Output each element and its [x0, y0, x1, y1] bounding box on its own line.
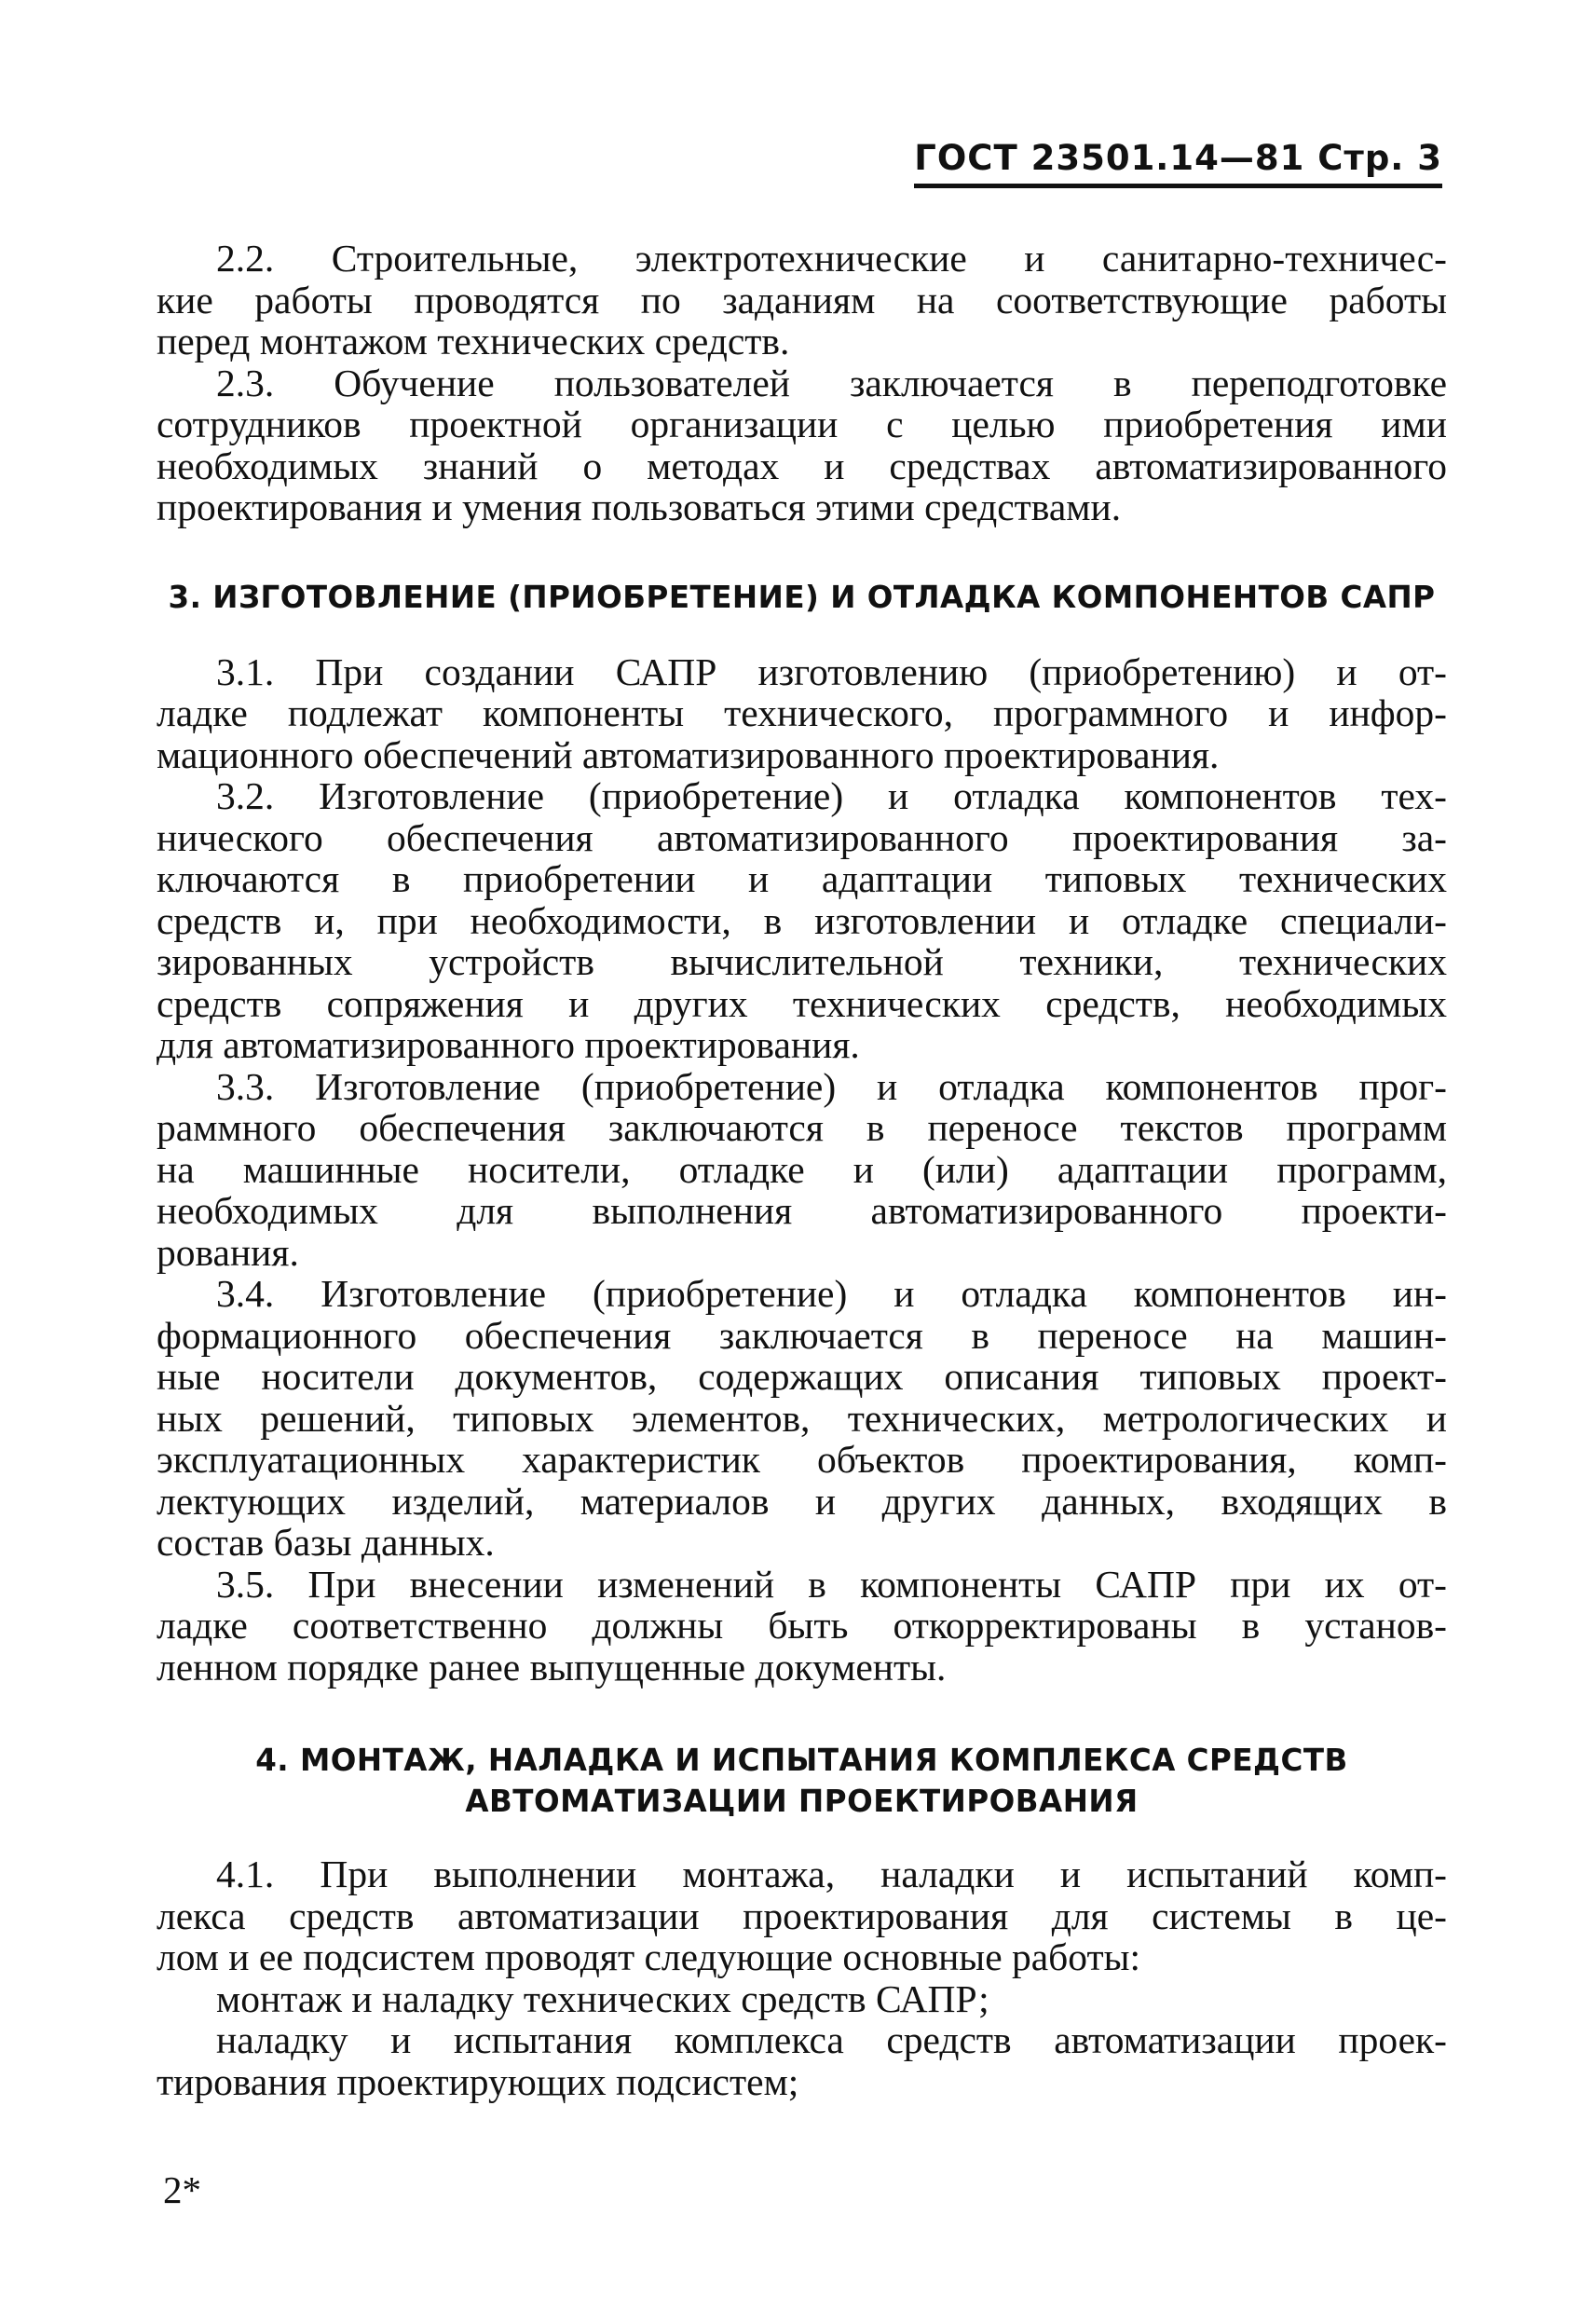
text-line: ладке подлежат компоненты технического, программного и инфор-: [157, 691, 1447, 734]
text-line: на машинные носители, отладке и (или) адаптации программ,: [157, 1147, 1447, 1191]
text-line: формационного обеспечения заключается в переносе на машин-: [157, 1313, 1447, 1357]
text-line: необходимых для выполнения автоматизированного проекти-: [157, 1189, 1447, 1232]
text-line: средств сопряжения и других технических средств, необходимых: [157, 981, 1447, 1025]
text-line: 3.5. При внесении изменений в компоненты САПР при их от-: [216, 1562, 1447, 1606]
text-line: проектирования и умения пользоваться этими средствами.: [157, 485, 1122, 528]
section-3-heading: 3. ИЗГОТОВЛЕНИЕ (ПРИОБРЕТЕНИЕ) И ОТЛАДКА КОМПОНЕНТОВ САПР: [168, 579, 1436, 615]
text-line: ладке соответственно должны быть откорректированы в установ-: [157, 1604, 1447, 1647]
text-line: 4.1. При выполнении монтажа, наладки и испытаний комп-: [216, 1853, 1447, 1895]
text-line: монтаж и наладку технических средств САПР;: [216, 1976, 989, 2020]
text-line: 2.3. Обучение пользователей заключается в переподготовке: [216, 361, 1447, 404]
text-line: необходимых знаний о методах и средствах автоматизированного: [157, 444, 1447, 487]
signature-mark: 2*: [163, 2168, 201, 2211]
body-text: [157, 238, 1447, 2102]
text-line: нического обеспечения автоматизированного проектирования за-: [157, 815, 1447, 859]
text-line: 3.4. Изготовление (приобретение) и отладка компонентов ин-: [216, 1272, 1447, 1315]
text-line: раммного обеспечения заключаются в переносе текстов программ: [157, 1106, 1447, 1149]
text-line: состав базы данных.: [157, 1521, 495, 1564]
section-4-heading-line2: АВТОМАТИЗАЦИИ ПРОЕКТИРОВАНИЯ: [465, 1784, 1139, 1819]
text-line: ленном порядке ранее выпущенные документы.: [157, 1645, 947, 1689]
text-line: рования.: [157, 1230, 299, 1274]
section-3-paragraphs: [157, 651, 1447, 1689]
text-line: тирования проектирующих подсистем;: [157, 2059, 799, 2103]
text-line: средств и, при необходимости, в изготовлении и отладке специали-: [157, 898, 1447, 942]
text-line: перед монтажом технических средств.: [157, 320, 790, 362]
text-line: эксплуатационных характеристик объектов проектирования, комп-: [157, 1438, 1447, 1481]
text-line: кие работы проводятся по заданиям на соответствующие работы: [157, 278, 1447, 321]
section-2-paragraphs: [157, 238, 1447, 528]
text-line: 3.2. Изготовление (приобретение) и отладка компонентов тех-: [216, 774, 1447, 817]
text-line: лектующих изделий, материалов и других данных, входящих в: [157, 1479, 1447, 1523]
text-line: лом и ее подсистем проводят следующие основные работы:: [157, 1935, 1141, 1978]
text-line: мационного обеспечений автоматизированного проектирования.: [157, 732, 1220, 776]
text-line: ключаются в приобретении и адаптации типовых технических: [157, 857, 1447, 900]
page-header: ГОСТ 23501.14—81 Стр. 3: [914, 138, 1442, 188]
text-line: ных решений, типовых элементов, технических, метрологических и: [157, 1396, 1447, 1440]
text-line: для автоматизированного проектирования.: [157, 1023, 860, 1066]
text-line: 2.2. Строительные, электротехнические и санитарно-техничес-: [216, 237, 1447, 280]
text-line: лекса средств автоматизации проектирования для системы в це-: [157, 1894, 1447, 1937]
text-line: ные носители документов, содержащих описания типовых проект-: [157, 1355, 1447, 1398]
section-4-heading-line1: 4. МОНТАЖ, НАЛАДКА И ИСПЫТАНИЯ КОМПЛЕКСА СРЕДСТВ: [255, 1743, 1348, 1778]
text-line: зированных устройств вычислительной техники, технических: [157, 940, 1447, 983]
text-line: наладку и испытания комплекса средств автоматизации проек-: [216, 2018, 1447, 2061]
section-4-paragraphs: [157, 1853, 1447, 2102]
text-line: сотрудников проектной организации с целью приобретения ими: [157, 403, 1447, 445]
text-line: 3.3. Изготовление (приобретение) и отладка компонентов прог-: [216, 1064, 1447, 1108]
text-line: 3.1. При создании САПР изготовлению (приобретению) и от-: [216, 650, 1447, 693]
